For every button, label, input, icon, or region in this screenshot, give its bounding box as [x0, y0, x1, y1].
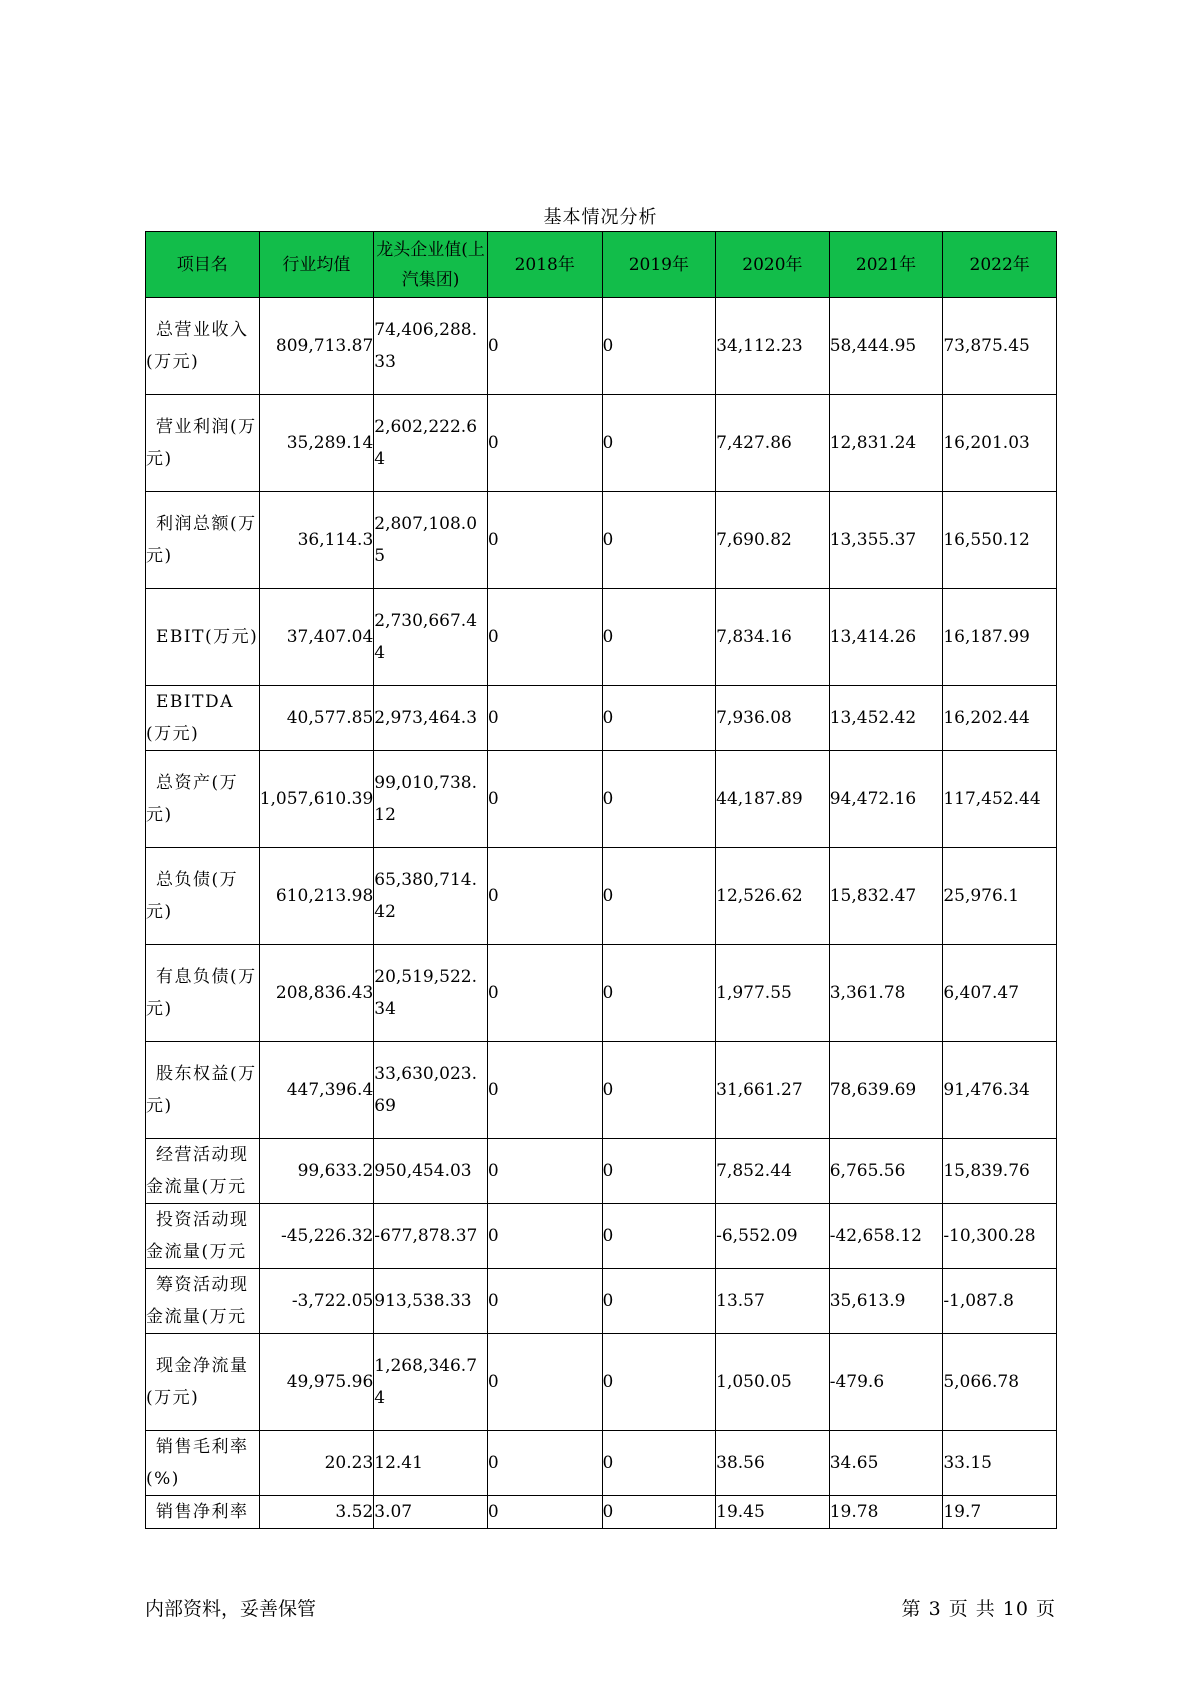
header-cell: 2021年 — [829, 232, 943, 298]
year-2018-cell: 0 — [487, 1269, 602, 1334]
year-2020-cell: 38.56 — [716, 1431, 830, 1496]
year-2022-cell: 16,202.44 — [943, 686, 1057, 751]
header-cell: 项目名 — [146, 232, 260, 298]
table-row — [146, 945, 1057, 1042]
year-2019-cell: 0 — [602, 298, 716, 395]
table-row — [146, 298, 1057, 395]
year-2020-cell: 7,852.44 — [716, 1139, 830, 1204]
header-row — [146, 232, 1057, 298]
industry-avg-cell: 49,975.96 — [259, 1334, 374, 1431]
year-2019-cell: 0 — [602, 1139, 716, 1204]
year-2021-cell: 13,414.26 — [829, 589, 943, 686]
year-2020-cell: 7,936.08 — [716, 686, 830, 751]
year-2018-cell: 0 — [487, 1496, 602, 1529]
industry-avg-cell: 99,633.2 — [259, 1139, 374, 1204]
year-2018-cell: 0 — [487, 945, 602, 1042]
year-2020-cell: 12,526.62 — [716, 848, 830, 945]
year-2022-cell: 117,452.44 — [943, 751, 1057, 848]
year-2020-cell: 13.57 — [716, 1269, 830, 1334]
year-2020-cell: 34,112.23 — [716, 298, 830, 395]
table-row — [146, 1431, 1057, 1496]
row-name-cell: 有息负债(万元) — [146, 945, 260, 1042]
row-name-cell: 筹资活动现金流量(万元 — [146, 1269, 260, 1334]
year-2020-cell: 31,661.27 — [716, 1042, 830, 1139]
year-2020-cell: 7,690.82 — [716, 492, 830, 589]
year-2020-cell: 44,187.89 — [716, 751, 830, 848]
page-number: 第 3 页 共 10 页 — [901, 1598, 1056, 1620]
industry-avg-cell: 35,289.14 — [259, 395, 374, 492]
header-cell: 行业均值 — [259, 232, 374, 298]
leader-value-cell: 2,973,464.3 — [374, 686, 488, 751]
year-2019-cell: 0 — [602, 945, 716, 1042]
year-2022-cell: 16,187.99 — [943, 589, 1057, 686]
year-2022-cell: 19.7 — [943, 1496, 1057, 1529]
year-2019-cell: 0 — [602, 492, 716, 589]
year-2022-cell: 91,476.34 — [943, 1042, 1057, 1139]
industry-avg-cell: 610,213.98 — [259, 848, 374, 945]
leader-value-cell: -677,878.37 — [374, 1204, 488, 1269]
year-2021-cell: -479.6 — [829, 1334, 943, 1431]
industry-avg-cell: -45,226.32 — [259, 1204, 374, 1269]
year-2022-cell: -10,300.28 — [943, 1204, 1057, 1269]
year-2022-cell: 6,407.47 — [943, 945, 1057, 1042]
table-row — [146, 1042, 1057, 1139]
year-2018-cell: 0 — [487, 1139, 602, 1204]
header-cell: 2019年 — [602, 232, 716, 298]
year-2020-cell: 1,977.55 — [716, 945, 830, 1042]
industry-avg-cell: 20.23 — [259, 1431, 374, 1496]
header-cell: 龙头企业值(上汽集团) — [374, 232, 488, 298]
row-name-cell: 销售净利率 — [146, 1496, 260, 1529]
row-name-cell: 总资产(万元) — [146, 751, 260, 848]
industry-avg-cell: 3.52 — [259, 1496, 374, 1529]
table-row — [146, 1204, 1057, 1269]
year-2021-cell: 13,452.42 — [829, 686, 943, 751]
row-name-cell: 销售毛利率(%) — [146, 1431, 260, 1496]
year-2018-cell: 0 — [487, 686, 602, 751]
year-2020-cell: 7,427.86 — [716, 395, 830, 492]
row-name-cell: 营业利润(万元) — [146, 395, 260, 492]
row-name-cell: 利润总额(万元) — [146, 492, 260, 589]
industry-avg-cell: 1,057,610.39 — [259, 751, 374, 848]
header-cell: 2018年 — [487, 232, 602, 298]
leader-value-cell: 2,602,222.64 — [374, 395, 488, 492]
year-2022-cell: 16,201.03 — [943, 395, 1057, 492]
table-row — [146, 751, 1057, 848]
industry-avg-cell: 208,836.43 — [259, 945, 374, 1042]
footer-note: 内部资料，妥善保管 — [145, 1598, 317, 1620]
table-row — [146, 395, 1057, 492]
industry-avg-cell: 447,396.4 — [259, 1042, 374, 1139]
year-2019-cell: 0 — [602, 1496, 716, 1529]
year-2022-cell: 33.15 — [943, 1431, 1057, 1496]
row-name-cell: EBITDA(万元) — [146, 686, 260, 751]
year-2019-cell: 0 — [602, 1269, 716, 1334]
year-2021-cell: 13,355.37 — [829, 492, 943, 589]
leader-value-cell: 33,630,023.69 — [374, 1042, 488, 1139]
year-2018-cell: 0 — [487, 395, 602, 492]
table-row — [146, 1139, 1057, 1204]
year-2021-cell: 15,832.47 — [829, 848, 943, 945]
year-2018-cell: 0 — [487, 1334, 602, 1431]
year-2021-cell: -42,658.12 — [829, 1204, 943, 1269]
year-2021-cell: 35,613.9 — [829, 1269, 943, 1334]
year-2022-cell: 25,976.1 — [943, 848, 1057, 945]
leader-value-cell: 1,268,346.74 — [374, 1334, 488, 1431]
header-cell: 2020年 — [716, 232, 830, 298]
year-2020-cell: -6,552.09 — [716, 1204, 830, 1269]
year-2019-cell: 0 — [602, 1204, 716, 1269]
row-name-cell: 投资活动现金流量(万元 — [146, 1204, 260, 1269]
year-2021-cell: 58,444.95 — [829, 298, 943, 395]
industry-avg-cell: 809,713.87 — [259, 298, 374, 395]
year-2018-cell: 0 — [487, 492, 602, 589]
year-2018-cell: 0 — [487, 1431, 602, 1496]
year-2019-cell: 0 — [602, 686, 716, 751]
row-name-cell: 股东权益(万元) — [146, 1042, 260, 1139]
year-2018-cell: 0 — [487, 1042, 602, 1139]
data-table — [145, 231, 1057, 1529]
leader-value-cell: 913,538.33 — [374, 1269, 488, 1334]
industry-avg-cell: 36,114.3 — [259, 492, 374, 589]
leader-value-cell: 65,380,714.42 — [374, 848, 488, 945]
header-cell: 2022年 — [943, 232, 1057, 298]
table-row — [146, 848, 1057, 945]
year-2020-cell: 19.45 — [716, 1496, 830, 1529]
leader-value-cell: 74,406,288.33 — [374, 298, 488, 395]
year-2019-cell: 0 — [602, 751, 716, 848]
year-2020-cell: 7,834.16 — [716, 589, 830, 686]
year-2021-cell: 19.78 — [829, 1496, 943, 1529]
industry-avg-cell: 40,577.85 — [259, 686, 374, 751]
page-title: 基本情况分析 — [543, 207, 658, 228]
year-2021-cell: 6,765.56 — [829, 1139, 943, 1204]
table-row — [146, 492, 1057, 589]
year-2021-cell: 34.65 — [829, 1431, 943, 1496]
year-2018-cell: 0 — [487, 589, 602, 686]
year-2022-cell: 15,839.76 — [943, 1139, 1057, 1204]
year-2022-cell: -1,087.8 — [943, 1269, 1057, 1334]
table-body — [146, 298, 1057, 1529]
year-2019-cell: 0 — [602, 395, 716, 492]
table-row — [146, 686, 1057, 751]
table-row — [146, 1269, 1057, 1334]
year-2018-cell: 0 — [487, 751, 602, 848]
leader-value-cell: 12.41 — [374, 1431, 488, 1496]
leader-value-cell: 950,454.03 — [374, 1139, 488, 1204]
table-row — [146, 1496, 1057, 1529]
year-2019-cell: 0 — [602, 1431, 716, 1496]
row-name-cell: 现金净流量(万元) — [146, 1334, 260, 1431]
leader-value-cell: 20,519,522.34 — [374, 945, 488, 1042]
year-2022-cell: 73,875.45 — [943, 298, 1057, 395]
leader-value-cell: 99,010,738.12 — [374, 751, 488, 848]
year-2019-cell: 0 — [602, 1334, 716, 1431]
year-2021-cell: 78,639.69 — [829, 1042, 943, 1139]
year-2018-cell: 0 — [487, 848, 602, 945]
year-2022-cell: 5,066.78 — [943, 1334, 1057, 1431]
year-2022-cell: 16,550.12 — [943, 492, 1057, 589]
year-2021-cell: 3,361.78 — [829, 945, 943, 1042]
row-name-cell: 经营活动现金流量(万元 — [146, 1139, 260, 1204]
table-row — [146, 589, 1057, 686]
table-row — [146, 1334, 1057, 1431]
year-2019-cell: 0 — [602, 589, 716, 686]
year-2021-cell: 12,831.24 — [829, 395, 943, 492]
year-2020-cell: 1,050.05 — [716, 1334, 830, 1431]
year-2019-cell: 0 — [602, 848, 716, 945]
year-2021-cell: 94,472.16 — [829, 751, 943, 848]
leader-value-cell: 3.07 — [374, 1496, 488, 1529]
industry-avg-cell: 37,407.04 — [259, 589, 374, 686]
year-2019-cell: 0 — [602, 1042, 716, 1139]
year-2018-cell: 0 — [487, 1204, 602, 1269]
year-2018-cell: 0 — [487, 298, 602, 395]
leader-value-cell: 2,730,667.44 — [374, 589, 488, 686]
leader-value-cell: 2,807,108.05 — [374, 492, 488, 589]
row-name-cell: 总营业收入(万元) — [146, 298, 260, 395]
industry-avg-cell: -3,722.05 — [259, 1269, 374, 1334]
row-name-cell: EBIT(万元) — [146, 589, 260, 686]
row-name-cell: 总负债(万元) — [146, 848, 260, 945]
